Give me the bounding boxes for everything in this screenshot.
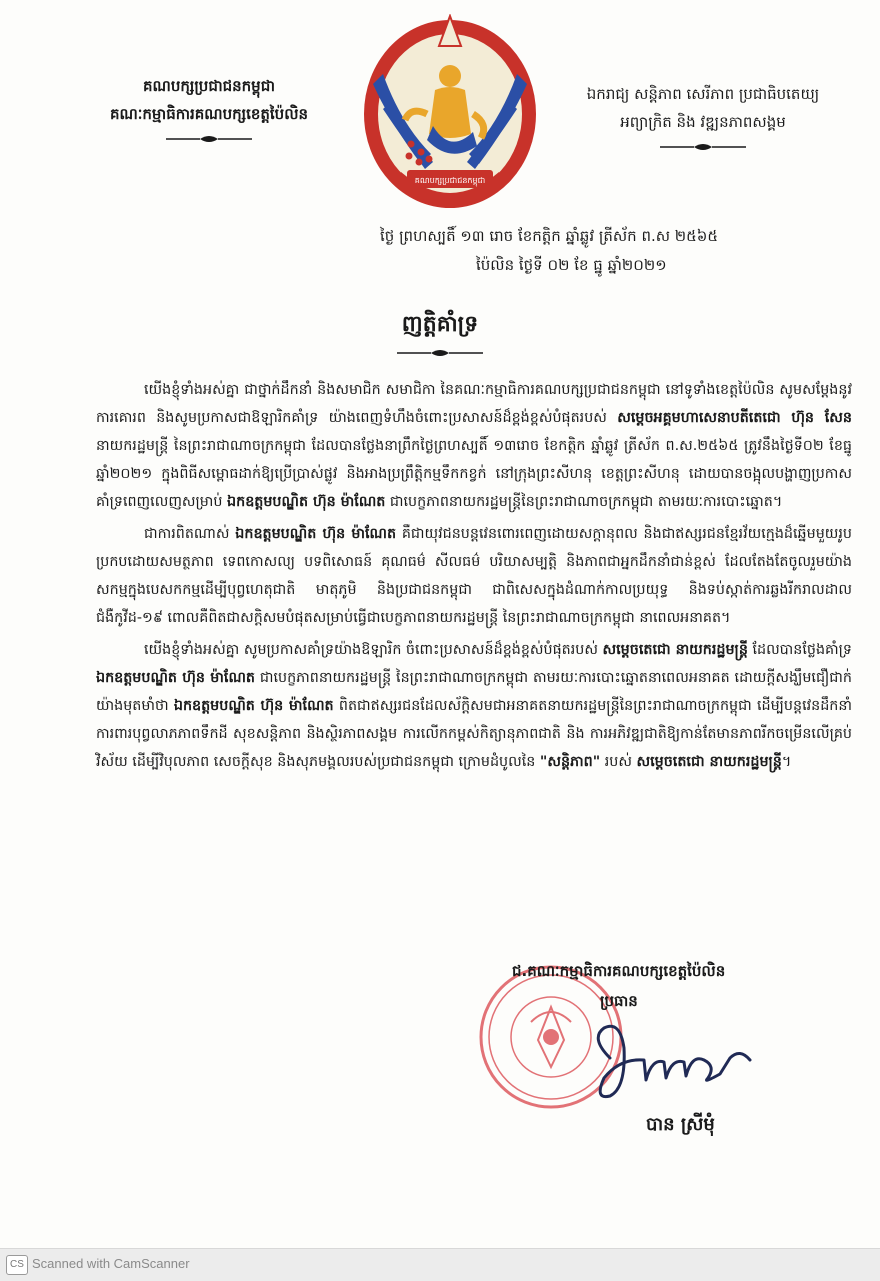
greg-month-label: ខែ (574, 256, 589, 274)
national-motto-sub: អព្យាក្រិត និង វឌ្ឍនភាពសង្គម (620, 113, 786, 131)
party-name: គណបក្សប្រជាជនកម្ពុជា (143, 77, 275, 95)
p3-bold-f: ឯកឧត្តមបណ្ឌិត ហ៊ុន ម៉ាណែត (173, 698, 334, 714)
paragraph-3 (96, 636, 852, 776)
signatory-role: ប្រធាន (600, 992, 638, 1010)
p3-bold-d: ឯកឧត្តមបណ្ឌិត ហ៊ុន ម៉ាណែត (96, 670, 255, 686)
lunar-phase: រោច (489, 227, 514, 245)
p3-bold-h: "សន្តិភាព" (539, 754, 601, 770)
handwritten-signature (580, 1018, 780, 1108)
p2-bold-b: ឯកឧត្តមបណ្ឌិត ហ៊ុន ម៉ាណែត (235, 526, 397, 542)
p1-text-a: យើងខ្ញុំទាំងអស់គ្នា ជាថ្នាក់ដឹកនាំ និងសមាជិក សមាជិកា នៃគណៈកម្មាធិការគណបក្សប្រជាជនកម្ពុជា នៅទូទាំងខេត្តប៉ៃលិន សូមសម្តែងនូវការគោរព និងសូមប្រកាសជាឱឡារិកគាំទ្រ យ៉ាងពេញទំហឹងចំពោះប្រសាសន៍ដ៏ខ្ពង់ខ្ពស់បំផុតរបស់ (96, 382, 852, 426)
lunar-rest: ខែកត្តិក ឆ្នាំឆ្លូវ ត្រីស័ក ព.ស ២៥៦៥ (517, 227, 719, 245)
p3-bold-j: សម្តេចតេជោ នាយករដ្ឋមន្ត្រី (636, 754, 782, 770)
flourish-divider-left (164, 134, 254, 144)
p3-text-e: ជាបេក្ខភាពនាយករដ្ឋមន្ត្រី នៃព្រះរាជាណាចក្រកម្ពុជា តាមរយៈការបោះឆ្នោតនាពេលអនាគត ដោយក្តីសង្ឃឹមជឿជាក់យ៉ាងមុតមាំថា (96, 670, 852, 714)
p3-text-g: ពិតជាឥស្សរជនដែលស័ក្តិសមជាអនាគតនាយករដ្ឋមន្ត្រីនៃព្រះរាជាណាចក្រកម្ពុជា ដើម្បីបន្តវេនដឹកនាំការពារបុព្វលាភភាពទឹកដី សុខសន្តិភាព និងស្ថិរភាពសង្គម ការលើកកម្ពស់កិត្យានុភាពជាតិ និង ការអភិវឌ្ឍជាតិឱ្យកាន់តែមានភាពរីកចម្រើនលើគ្រប់វិស័យ ដើម្បីវិបុលភាព សេចក្តីសុខ និងសុភមង្គលរបស់ប្រជាជនកម្ពុជា ក្រោមដំបូលនៃ (96, 698, 852, 770)
paragraph-2 (96, 520, 852, 632)
gregorian-date-line (476, 253, 856, 277)
lunar-date-line (380, 224, 860, 248)
greg-month: ធ្នូ (593, 256, 603, 274)
greg-day: ០២ (547, 256, 570, 274)
p1-text-c: នាយករដ្ឋមន្ត្រី នៃព្រះរាជាណាចក្រកម្ពុជា ដែលបានថ្លែងនាព្រឹកថ្ងៃព្រហស្បតិ៍ ១៣រោច ខែកត្តិក ឆ្នាំឆ្លូវ ត្រីស័ក ព.ស.២៥៦៥ ត្រូវនឹងថ្ងៃទី០២ ខែធ្នូ ឆ្នាំ២០២១ ក្នុងពិធីសម្ពោធដាក់ឱ្យប្រើប្រាស់ផ្លូវ និងអាងប្រព្រឹត្តិកម្មទឹកកខ្វក់ នៅក្រុងព្រះសីហនុ ខេត្តព្រះសីហនុ ដោយបានចង្អុលបង្ហាញប្រកាសគាំទ្រពេញលេញសម្រាប់ (96, 438, 852, 510)
camscanner-watermark: Scanned with CamScanner (32, 1256, 190, 1271)
p2-text-c: គឺជាយុវជនបន្តវេនពោរពេញដោយសក្តានុពល និងជាឥស្សរជនខ្មែរវ័យក្មេងដ៏ឆ្នើមមួយរូប ប្រកបដោយសមត្ថភាព ទេពកោសល្យ បទពិសោធន៍ គុណធម៌ សីលធម៌ បរិយាសម្បត្តិ និងភាពជាអ្នកដឹកនាំជាន់ខ្ពស់ ដែលតែងតែចូលរួមយ៉ាងសកម្មក្នុងបេសកកម្មដើម្បីបុព្វហេតុជាតិ មាតុភូមិ និងប្រជាជនកម្ពុជា ជាពិសេសក្នុងដំណាក់កាលប្រយុទ្ធ និងទប់ស្កាត់ការឆ្លងរីករាលដាលជំងឺកូវីដ-១៩ ពោលគឺពិតជាសក្តិសមបំផុតសម្រាប់ធ្វើជាបេក្ខភាពនាយករដ្ឋមន្ត្រី នៃព្រះរាជាណាចក្រកម្ពុជា នាពេលអនាគត។ (96, 526, 852, 626)
cpp-emblem-icon (361, 14, 539, 214)
p1-text-e: ជាបេក្ខភាពនាយករដ្ឋមន្ត្រីនៃព្រះរាជាណាចក្រកម្ពុជា តាមរយៈការបោះឆ្នោត។ (385, 494, 783, 510)
p3-text-k: ។ (781, 754, 792, 770)
p1-bold-b: សម្តេចអគ្គមហាសេនាបតីតេជោ ហ៊ុន សែន (617, 410, 852, 426)
p3-text-a: យើងខ្ញុំទាំងអស់គ្នា សូមប្រកាសគាំទ្រយ៉ាងឱឡារិក ចំពោះប្រសាសន៍ដ៏ខ្ពង់ខ្ពស់បំផុតរបស់ (144, 642, 603, 658)
header-right (558, 80, 848, 152)
flourish-divider-right (658, 142, 748, 152)
header-left (78, 72, 340, 144)
signatory-name: បាន ស្រីមុំ (646, 1114, 715, 1135)
title-text: ញត្តិគាំទ្រ (401, 312, 479, 337)
document-title (330, 310, 550, 358)
logo-banner-text: គណបក្សប្រជាជនកម្ពុជា (414, 176, 486, 185)
p3-bold-b: សម្តេចតេជោ នាយករដ្ឋមន្ត្រី (602, 642, 748, 658)
committee-name: គណៈកម្មាធិការគណបក្សខេត្តប៉ៃលិន (109, 105, 308, 123)
lunar-prefix: ថ្ងៃ (380, 227, 395, 245)
title-flourish (395, 348, 485, 358)
document-body (96, 376, 852, 780)
greg-prefix: ប៉ៃលិន ថ្ងៃទី (476, 256, 543, 274)
p2-text-a: ជាការពិតណាស់ (144, 526, 236, 542)
lunar-weekday: ព្រហស្បតិ៍ (399, 227, 456, 245)
signatory-organization: ជ.គណៈកម្មាធិការគណបក្សខេត្តប៉ៃលិន (512, 962, 726, 980)
camscanner-icon: CS (6, 1255, 28, 1275)
national-motto: ឯករាជ្យ សន្តិភាព សេរីភាព ប្រជាធិបតេយ្យ (586, 85, 820, 103)
p3-text-i: របស់ (600, 754, 637, 770)
p3-text-c: ដែលបានថ្លែងគាំទ្រ (747, 642, 852, 658)
paragraph-1 (96, 376, 852, 516)
greg-year: ឆ្នាំ២០២១ (607, 256, 667, 274)
p1-bold-d: ឯកឧត្តមបណ្ឌិត ហ៊ុន ម៉ាណែត (227, 494, 386, 510)
lunar-day: ១៣ (460, 227, 485, 245)
